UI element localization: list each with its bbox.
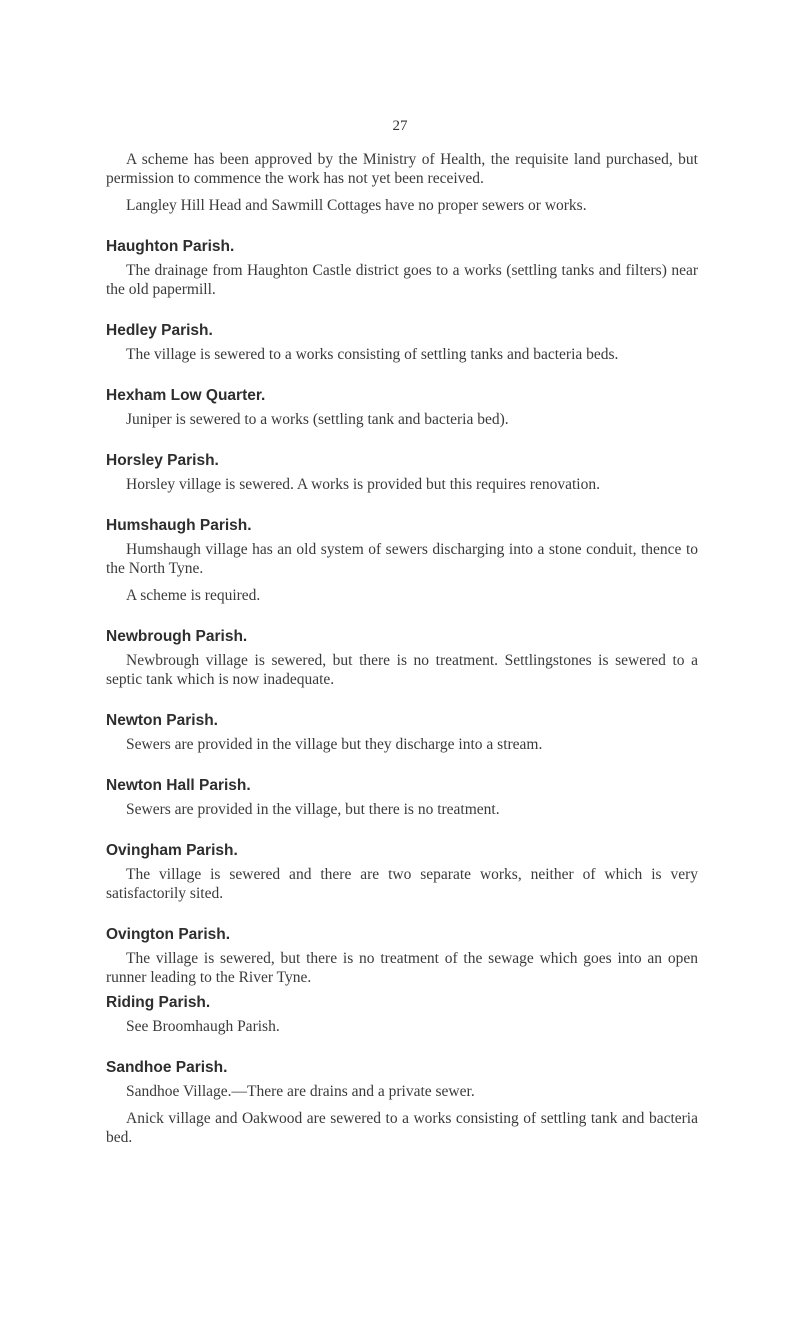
section-paragraph: See Broomhaugh Parish. [126, 1018, 280, 1035]
section-newton-parish [106, 711, 698, 754]
section-hedley-parish [106, 321, 698, 364]
section-heading: Newton Hall Parish. [106, 777, 251, 794]
section-paragraph: Horsley village is sewered. A works is provided but this requires renovation. [126, 476, 600, 493]
section-paragraph: Anick village and Oakwood are sewered to a works consisting of settling tank and bacteria bed. [106, 1110, 698, 1146]
section-sandhoe-parish [106, 1058, 698, 1147]
section-riding-parish [106, 993, 698, 1036]
section-heading: Haughton Parish. [106, 238, 235, 255]
section-newton-hall-parish [106, 776, 698, 819]
document-body [106, 150, 698, 1147]
section-paragraph: Juniper is sewered to a works (settling tank and bacteria bed). [126, 411, 509, 428]
section-newbrough-parish [106, 627, 698, 689]
intro-paragraph: A scheme has been approved by the Ministry of Health, the requisite land purchased, but permission to commence the work has not yet been received. [106, 151, 698, 187]
section-heading: Ovington Parish. [106, 926, 231, 943]
intro-block [106, 150, 698, 215]
intro-paragraph: Langley Hill Head and Sawmill Cottages have no proper sewers or works. [126, 197, 587, 214]
section-humshaugh-parish [106, 516, 698, 605]
section-paragraph: The village is sewered and there are two separate works, neither of which is very satisfactorily sited. [106, 866, 698, 902]
section-heading: Newton Parish. [106, 712, 218, 729]
section-heading: Newbrough Parish. [106, 628, 248, 645]
section-paragraph: Sewers are provided in the village but they discharge into a stream. [126, 736, 543, 753]
section-paragraph: The village is sewered, but there is no treatment of the sewage which goes into an open runner leading to the River Tyne. [106, 950, 698, 986]
section-paragraph: The drainage from Haughton Castle district goes to a works (settling tanks and filters) near the old papermill. [106, 262, 698, 298]
section-ovington-parish [106, 925, 698, 987]
section-heading: Hexham Low Quarter. [106, 387, 266, 404]
section-haughton-parish [106, 237, 698, 299]
section-heading: Horsley Parish. [106, 452, 219, 469]
section-paragraph: Sewers are provided in the village, but there is no treatment. [126, 801, 500, 818]
section-paragraph: Newbrough village is sewered, but there is no treatment. Settlingstones is sewered to a septic tank which is now inadequate. [106, 652, 698, 688]
section-paragraph: Humshaugh village has an old system of sewers discharging into a stone conduit, thence to the North Tyne. [106, 541, 698, 577]
section-heading: Riding Parish. [106, 994, 211, 1011]
section-horsley-parish [106, 451, 698, 494]
section-heading: Ovingham Parish. [106, 842, 238, 859]
section-paragraph: A scheme is required. [126, 587, 261, 604]
section-heading: Hedley Parish. [106, 322, 213, 339]
section-hexham-low-quarter [106, 386, 698, 429]
section-paragraph: Sandhoe Village.—There are drains and a private sewer. [126, 1083, 475, 1100]
section-ovingham-parish [106, 841, 698, 903]
section-heading: Sandhoe Parish. [106, 1059, 228, 1076]
page-number: 27 [392, 118, 408, 134]
section-paragraph: The village is sewered to a works consisting of settling tanks and bacteria beds. [126, 346, 619, 363]
section-heading: Humshaugh Parish. [106, 517, 252, 534]
